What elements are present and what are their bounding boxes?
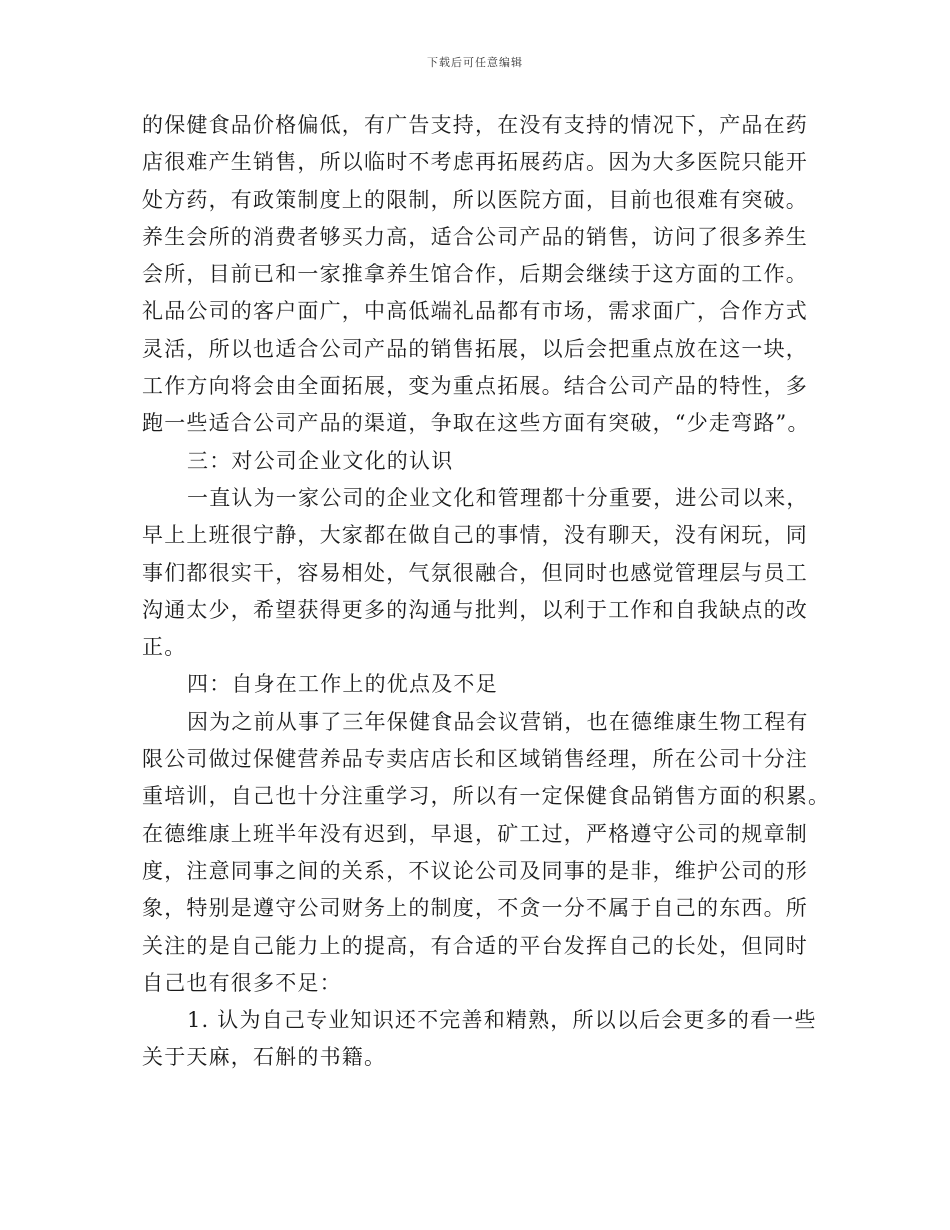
- text-line: 关注的是自己能力上的提高，有合适的平台发挥自己的长处，但同时: [142, 933, 808, 958]
- text-line: 工作方向将会由全面拓展，变为重点拓展。结合公司产品的特性，多: [142, 374, 808, 399]
- text-line: 早上上班很宁静，大家都在做自己的事情，没有聊天，没有闲玩，同: [142, 523, 808, 548]
- section-heading: 三：对公司企业文化的认识: [187, 448, 454, 473]
- page-header: 下载后可任意编辑: [427, 56, 523, 69]
- text-line: 灵活，所以也适合公司产品的销售拓展，以后会把重点放在这一块，: [142, 336, 808, 361]
- text-line: 会所，目前已和一家推拿养生馆合作，后期会继续于这方面的工作。: [142, 262, 808, 287]
- text-line: 沟通太少，希望获得更多的沟通与批判，以利于工作和自我缺点的改: [142, 597, 808, 622]
- text-line: 处方药，有政策制度上的限制，所以医院方面，目前也很难有突破。: [142, 187, 808, 212]
- paragraph-first-line: 一直认为一家公司的企业文化和管理都十分重要，进公司以来，: [187, 485, 809, 510]
- text-line: 跑一些适合公司产品的渠道，争取在这些方面有突破，“少走弯路”。: [142, 411, 810, 436]
- text-line: 正。: [142, 635, 187, 660]
- text-line: 象，特别是遵守公司财务上的制度，不贪一分不属于自己的东西。所: [142, 896, 808, 921]
- section-heading: 四：自身在工作上的优点及不足: [187, 672, 498, 697]
- text-line: 店很难产生销售，所以临时不考虑再拓展药店。因为大多医院只能开: [142, 150, 808, 175]
- text-line: 礼品公司的客户面广，中高低端礼品都有市场，需求面广，合作方式: [142, 299, 808, 324]
- text-line: 在德维康上班半年没有迟到，早退，矿工过，严格遵守公司的规章制: [142, 821, 808, 846]
- text-line: 重培训，自己也十分注重学习，所以有一定保健食品销售方面的积累。: [142, 784, 831, 809]
- document-body: [142, 107, 831, 1077]
- list-item-first-line: 1. 认为自己专业知识还不完善和精熟，所以以后会更多的看一些: [187, 1008, 817, 1033]
- text-line: 限公司做过保健营养品专卖店店长和区域销售经理，所在公司十分注: [142, 747, 808, 772]
- text-line: 度，注意同事之间的关系，不议论公司及同事的是非，维护公司的形: [142, 858, 808, 883]
- text-line: 自己也有很多不足：: [142, 970, 342, 995]
- text-line: 关于天麻，石斛的书籍。: [142, 1045, 387, 1070]
- text-line: 事们都很实干，容易相处，气氛很融合，但同时也感觉管理层与员工: [142, 560, 808, 585]
- text-line: 养生会所的消费者够买力高，适合公司产品的销售，访问了很多养生: [142, 224, 808, 249]
- text-line: 的保健食品价格偏低，有广告支持，在没有支持的情况下，产品在药: [142, 113, 808, 137]
- paragraph-first-line: 因为之前从事了三年保健食品会议营销，也在德维康生物工程有: [187, 709, 809, 734]
